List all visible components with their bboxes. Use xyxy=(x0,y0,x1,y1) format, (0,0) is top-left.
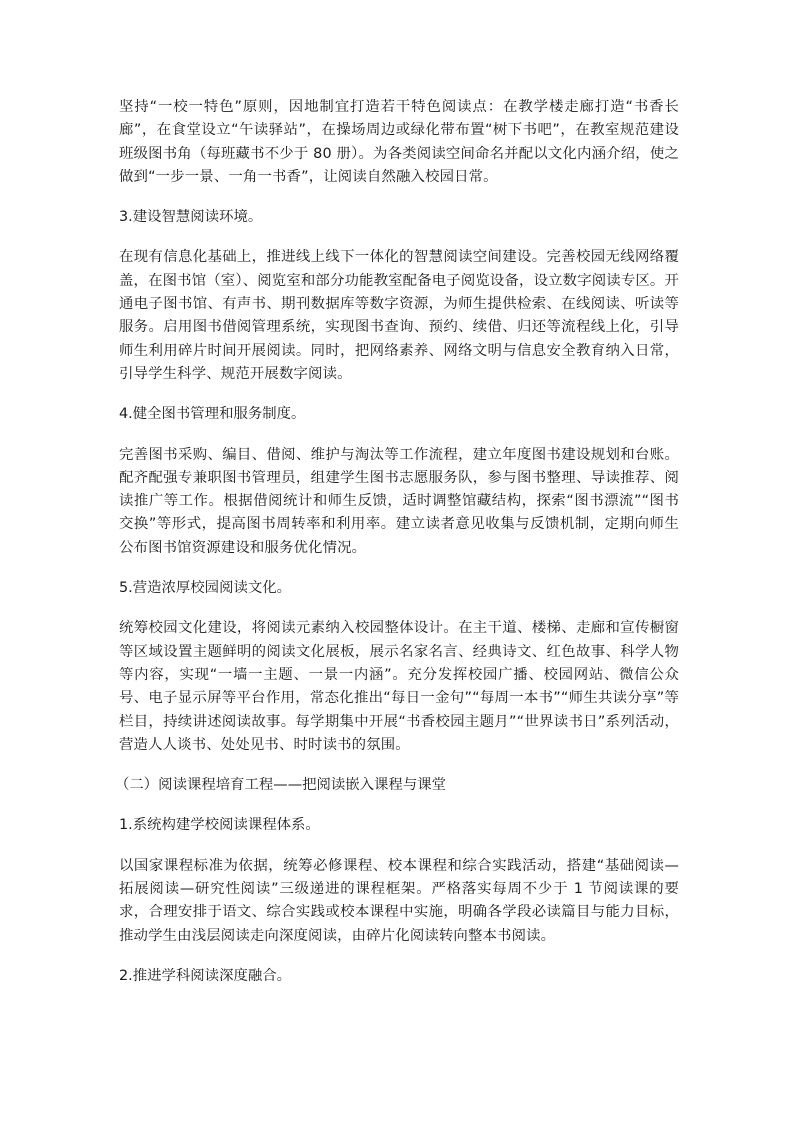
paragraph-library-management: 完善图书采购、编目、借阅、维护与淘汰等工作流程，建立年度图书建设规划和台账。配齐配强专兼职图书管理员，组建学生图书志愿服务队，参与图书整理、导读推荐、阅读推广等工作。根据借阅统计和师生反馈，适时调整馆藏结构，探索“图书漂流”“图书交换”等形式，提高图书周转率和利用率。建立读者意见收集与反馈机制，定期向师生公布图书馆资源建设和服务优化情况。 xyxy=(119,446,679,556)
heading-smart-reading-environment: 3.建设智慧阅读环境。 xyxy=(119,209,263,226)
heading-subject-reading-integration: 2.推进学科阅读深度融合。 xyxy=(119,967,292,984)
paragraph-reading-spots: 坚持“一校一特色”原则，因地制宜打造若干特色阅读点：在教学楼走廊打造“书香长廊”，在食堂设立“午读驿站”，在操场周边或绿化带布置“树下书吧”，在教室规范建设班级图书角（每班藏书不少于 80 册）。为各类阅读空间命名并配以文化内涵介绍，使之做到“一步一景、一角一书香”，让阅读自然融入校园日常。 xyxy=(119,99,679,185)
document-page xyxy=(115,96,679,988)
heading-reading-culture: 5.营造浓厚校园阅读文化。 xyxy=(119,580,292,597)
paragraph-smart-reading: 在现有信息化基础上，推进线上线下一体化的智慧阅读空间建设。完善校园无线网络覆盖，在图书馆（室）、阅览室和部分功能教室配备电子阅览设备，设立数字阅读专区。开通电子图书馆、有声书、期刊数据库等数字资源，为师生提供检索、在线阅读、听读等服务。启用图书借阅管理系统，实现图书查询、预约、续借、归还等流程线上化，引导师生利用碎片时间开展阅读。同时，把网络素养、网络文明与信息安全教育纳入日常，引导学生科学、规范开展数字阅读。 xyxy=(119,249,679,382)
heading-library-management: 4.健全图书管理和服务制度。 xyxy=(119,406,306,423)
paragraph-reading-culture: 统筹校园文化建设，将阅读元素纳入校园整体设计。在主干道、楼梯、走廊和宣传橱窗等区域设置主题鲜明的阅读文化展板，展示名家名言、经典诗文、红色故事、科学人物等内容，实现“一墙一主题、一景一内涵”。充分发挥校园广播、校园网站、微信公众号、电子显示屏等平台作用，常态化推出“每日一金句”“每周一本书”“师生共读分享”等栏目，持续讲述阅读故事。每学期集中开展“书香校园主题月”“世界读书日”系列活动，营造人人谈书、处处见书、时时读书的氛围。 xyxy=(119,620,679,753)
heading-curriculum-system: 1.系统构建学校阅读课程体系。 xyxy=(119,817,320,834)
subsection-title-reading-curriculum: （二）阅读课程培育工程——把阅读嵌入课程与课堂 xyxy=(115,777,446,794)
paragraph-curriculum-system: 以国家课程标准为依据，统筹必修课程、校本课程和综合实践活动，搭建“基础阅读—拓展阅读—研究性阅读”三级递进的课程框架。严格落实每周不少于 1 节阅读课的要求，合理安排于语文、综合实践或校本课程中实施，明确各学段必读篇目与能力目标，推动学生由浅层阅读走向深度阅读，由碎片化阅读转向整本书阅读。 xyxy=(119,857,679,944)
